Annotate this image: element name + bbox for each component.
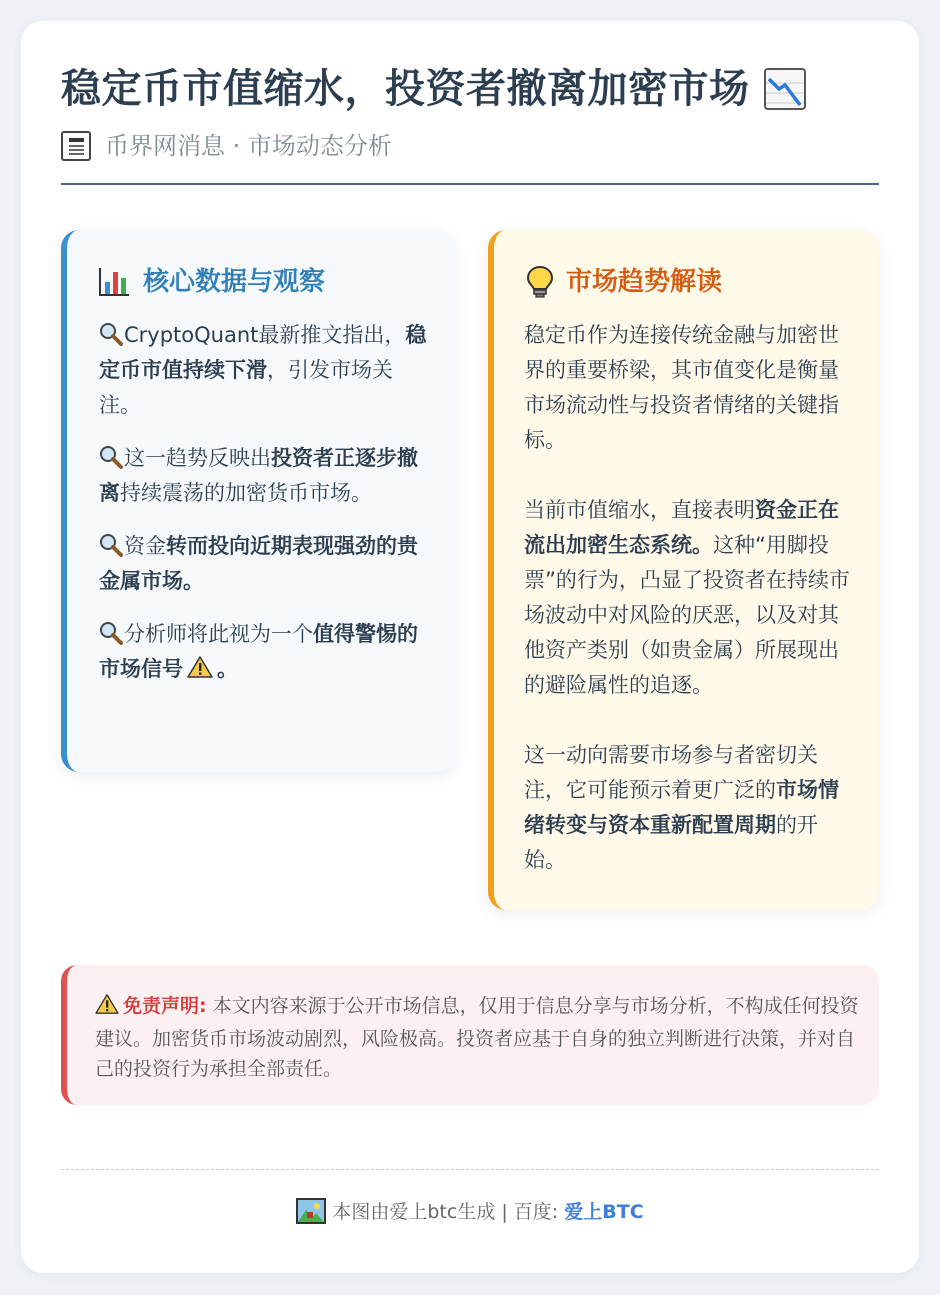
warning-icon <box>187 655 213 690</box>
disclaimer-label: 免责声明: <box>123 995 207 1017</box>
trend-panel <box>488 230 879 910</box>
footer-divider <box>61 1169 879 1170</box>
article-header <box>61 61 879 185</box>
bar-chart-icon <box>99 268 129 296</box>
list-item <box>99 318 429 423</box>
light-bulb-icon <box>526 265 554 299</box>
item-highlight: 转而投向近期表现强劲的贵金属市场。 <box>99 534 418 593</box>
paragraph <box>524 738 850 878</box>
list-item <box>99 441 429 511</box>
item-text: 。 <box>217 657 238 681</box>
paragraph-text: 当前市值缩水，直接表明 <box>524 498 755 522</box>
disclaimer-text <box>95 991 865 1084</box>
list-item <box>99 617 429 690</box>
item-text: 分析师将此视为一个 <box>124 622 313 646</box>
trend-paragraphs <box>524 318 850 878</box>
item-highlight: 稳定币市值持续下滑 <box>99 323 427 382</box>
magnifier-icon <box>99 322 123 346</box>
paragraph <box>524 493 850 703</box>
newspaper-icon <box>61 131 91 161</box>
footer-text: 本图由爱上btc生成 | 百度: <box>332 1201 565 1223</box>
subtitle-text: 币界网消息 · 市场动态分析 <box>105 132 392 160</box>
item-text: CryptoQuant最新推文指出， <box>124 323 406 347</box>
paragraph-highlight: 市场情绪转变与资本重新配置周期 <box>524 778 839 837</box>
paragraph-text: 这种“用脚投票”的行为，凸显了投资者在持续市场波动中对风险的厌恶，以及对其他资产类别（如贵金属）所展现出的避险属性的追逐。 <box>524 533 850 697</box>
page-subtitle <box>61 129 879 163</box>
magnifier-icon <box>99 533 123 557</box>
item-highlight: 投资者正逐步撤离 <box>99 446 418 505</box>
core-data-panel <box>61 230 455 772</box>
paragraph-text: 的开始。 <box>524 813 818 872</box>
framed-picture-icon <box>296 1198 326 1224</box>
paragraph-text: 这一动向需要市场参与者密切关注，它可能预示着更广泛的 <box>524 743 818 802</box>
paragraph <box>524 318 850 458</box>
footer-link[interactable]: 爱上BTC <box>564 1201 644 1223</box>
paragraph-text: 稳定币作为连接传统金融与加密世界的重要桥梁，其市值变化是衡量市场流动性与投资者情绪的关键指标。 <box>524 323 839 452</box>
article-card <box>21 21 919 1273</box>
trend-title <box>526 262 722 302</box>
magnifier-icon <box>99 445 123 469</box>
warning-icon <box>95 993 119 1024</box>
item-text: 资金 <box>124 534 166 558</box>
magnifier-icon <box>99 621 123 645</box>
item-text: ，引发市场关注。 <box>99 358 393 417</box>
item-text: 持续震荡的加密货币市场。 <box>120 481 372 505</box>
footer <box>21 1197 919 1227</box>
title-text: 稳定币市值缩水，投资者撤离加密市场 <box>61 66 750 112</box>
page-title <box>61 61 879 117</box>
item-text: 这一趋势反映出 <box>124 446 271 470</box>
core-data-title <box>99 262 325 302</box>
list-item <box>99 529 429 599</box>
chart-decreasing-icon <box>764 68 806 110</box>
core-data-title-text: 核心数据与观察 <box>143 267 326 297</box>
disclaimer-box <box>61 965 879 1105</box>
item-highlight: 值得警惕的市场信号 <box>99 622 418 681</box>
observation-list <box>99 318 429 708</box>
paragraph-highlight: 资金正在流出加密生态系统。 <box>524 498 839 557</box>
trend-title-text: 市场趋势解读 <box>566 267 723 297</box>
disclaimer-body: 本文内容来源于公开市场信息，仅用于信息分享与市场分析，不构成任何投资建议。加密货币市场波动剧烈，风险极高。投资者应基于自身的独立判断进行决策，并对自己的投资行为承担全部责任。 <box>95 995 859 1080</box>
